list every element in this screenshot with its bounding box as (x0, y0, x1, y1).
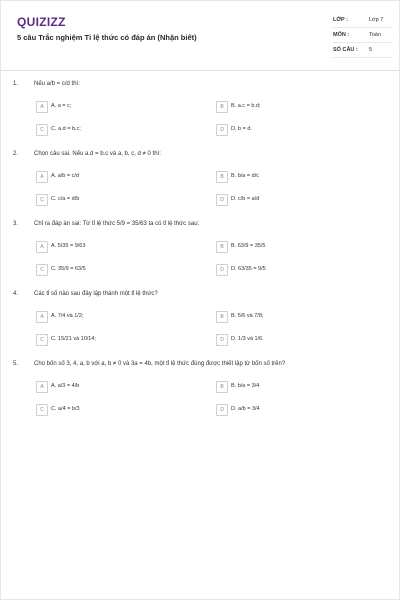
option-letter-box: A (36, 381, 48, 393)
option-text: B. a.c = b.d; (231, 103, 261, 109)
option-text: C. a/4 = b/3 (51, 406, 80, 412)
question-text: Cho bốn số 3, 4, a, b với a, b ≠ 0 và 3a = 4b, một tỉ lệ thức đúng được thiết lập từ bốn số trên? (34, 361, 286, 367)
meta-table (333, 13, 393, 58)
option-text: C. 35/9 = 63/5 (51, 266, 86, 272)
option-letter-box: A (36, 171, 48, 183)
option-letter-box: D (216, 334, 228, 346)
question-text: Các tỉ số nào sau đây lập thành một tỉ lệ thức? (34, 291, 158, 297)
meta-value: Lớp 7 (369, 17, 384, 23)
meta-label: SỐ CÂU : (333, 47, 358, 53)
option-text: B. b/a = d/c (231, 173, 259, 179)
option-letter-box: D (216, 124, 228, 136)
option-text: C. a.d = b.c; (51, 126, 81, 132)
question-number: 1. (13, 81, 19, 87)
question-number: 3. (13, 221, 19, 227)
option-text: A. a/b = c/d (51, 173, 79, 179)
question-number: 2. (13, 151, 19, 157)
meta-row-subject (333, 28, 393, 43)
option-letter-box: A (36, 311, 48, 323)
option-letter-box: A (36, 241, 48, 253)
option-letter-box: D (216, 404, 228, 416)
option-letter-box: B (216, 171, 228, 183)
meta-value: Toán (369, 32, 381, 38)
option-text: D. b = d. (231, 126, 252, 132)
option-text: D. c/b = a/d (231, 196, 260, 202)
option-letter-box: C (36, 264, 48, 276)
question-number: 4. (13, 291, 19, 297)
worksheet-header (1, 1, 399, 71)
option-letter-box: B (216, 241, 228, 253)
option-letter-box: B (216, 311, 228, 323)
option-letter-box: D (216, 194, 228, 206)
question-text: Chỉ ra đáp án sai: Từ tỉ lệ thức 5/9 = 35/63 ta có tỉ lệ thức sau: (34, 221, 200, 227)
option-text: A. 5/35 = 9/63 (51, 243, 86, 249)
option-letter-box: A (36, 101, 48, 113)
option-letter-box: C (36, 194, 48, 206)
option-letter-box: B (216, 381, 228, 393)
option-text: C. 15/21 và 10/14; (51, 336, 96, 342)
meta-row-class (333, 13, 393, 28)
option-text: D. 63/35 = 9/5 (231, 266, 266, 272)
meta-label: MÔN : (333, 32, 350, 38)
option-letter-box: C (36, 404, 48, 416)
option-text: C. c/a = d/b (51, 196, 80, 202)
question-number: 5. (13, 361, 19, 367)
option-letter-box: B (216, 101, 228, 113)
option-text: A. a/3 = 4/b (51, 383, 80, 389)
option-text: B. b/a = 3/4 (231, 383, 260, 389)
meta-label: LỚP : (333, 17, 348, 23)
option-text: A. a = c; (51, 103, 72, 109)
option-letter-box: C (36, 124, 48, 136)
page-title: 5 câu Trắc nghiệm Tỉ lệ thức có đáp án (Nhận biết) (17, 33, 197, 42)
option-text: B. 5/6 và 7/8; (231, 313, 264, 319)
question-text: Chọn câu sai. Nếu a.d = b.c và a, b, c, d ≠ 0 thì: (34, 151, 161, 157)
quizizz-logo: QUIZIZZ (17, 15, 66, 29)
option-text: D. 1/3 và 1/6. (231, 336, 264, 342)
question-text: Nếu a/b = c/d thì: (34, 81, 80, 87)
option-text: D. a/b = 3/4 (231, 406, 260, 412)
option-letter-box: D (216, 264, 228, 276)
meta-row-count (333, 43, 393, 58)
option-letter-box: C (36, 334, 48, 346)
option-text: A. 7/4 và 1/2; (51, 313, 84, 319)
option-text: B. 63/9 = 35/5 (231, 243, 266, 249)
meta-value: 5 (369, 47, 373, 53)
